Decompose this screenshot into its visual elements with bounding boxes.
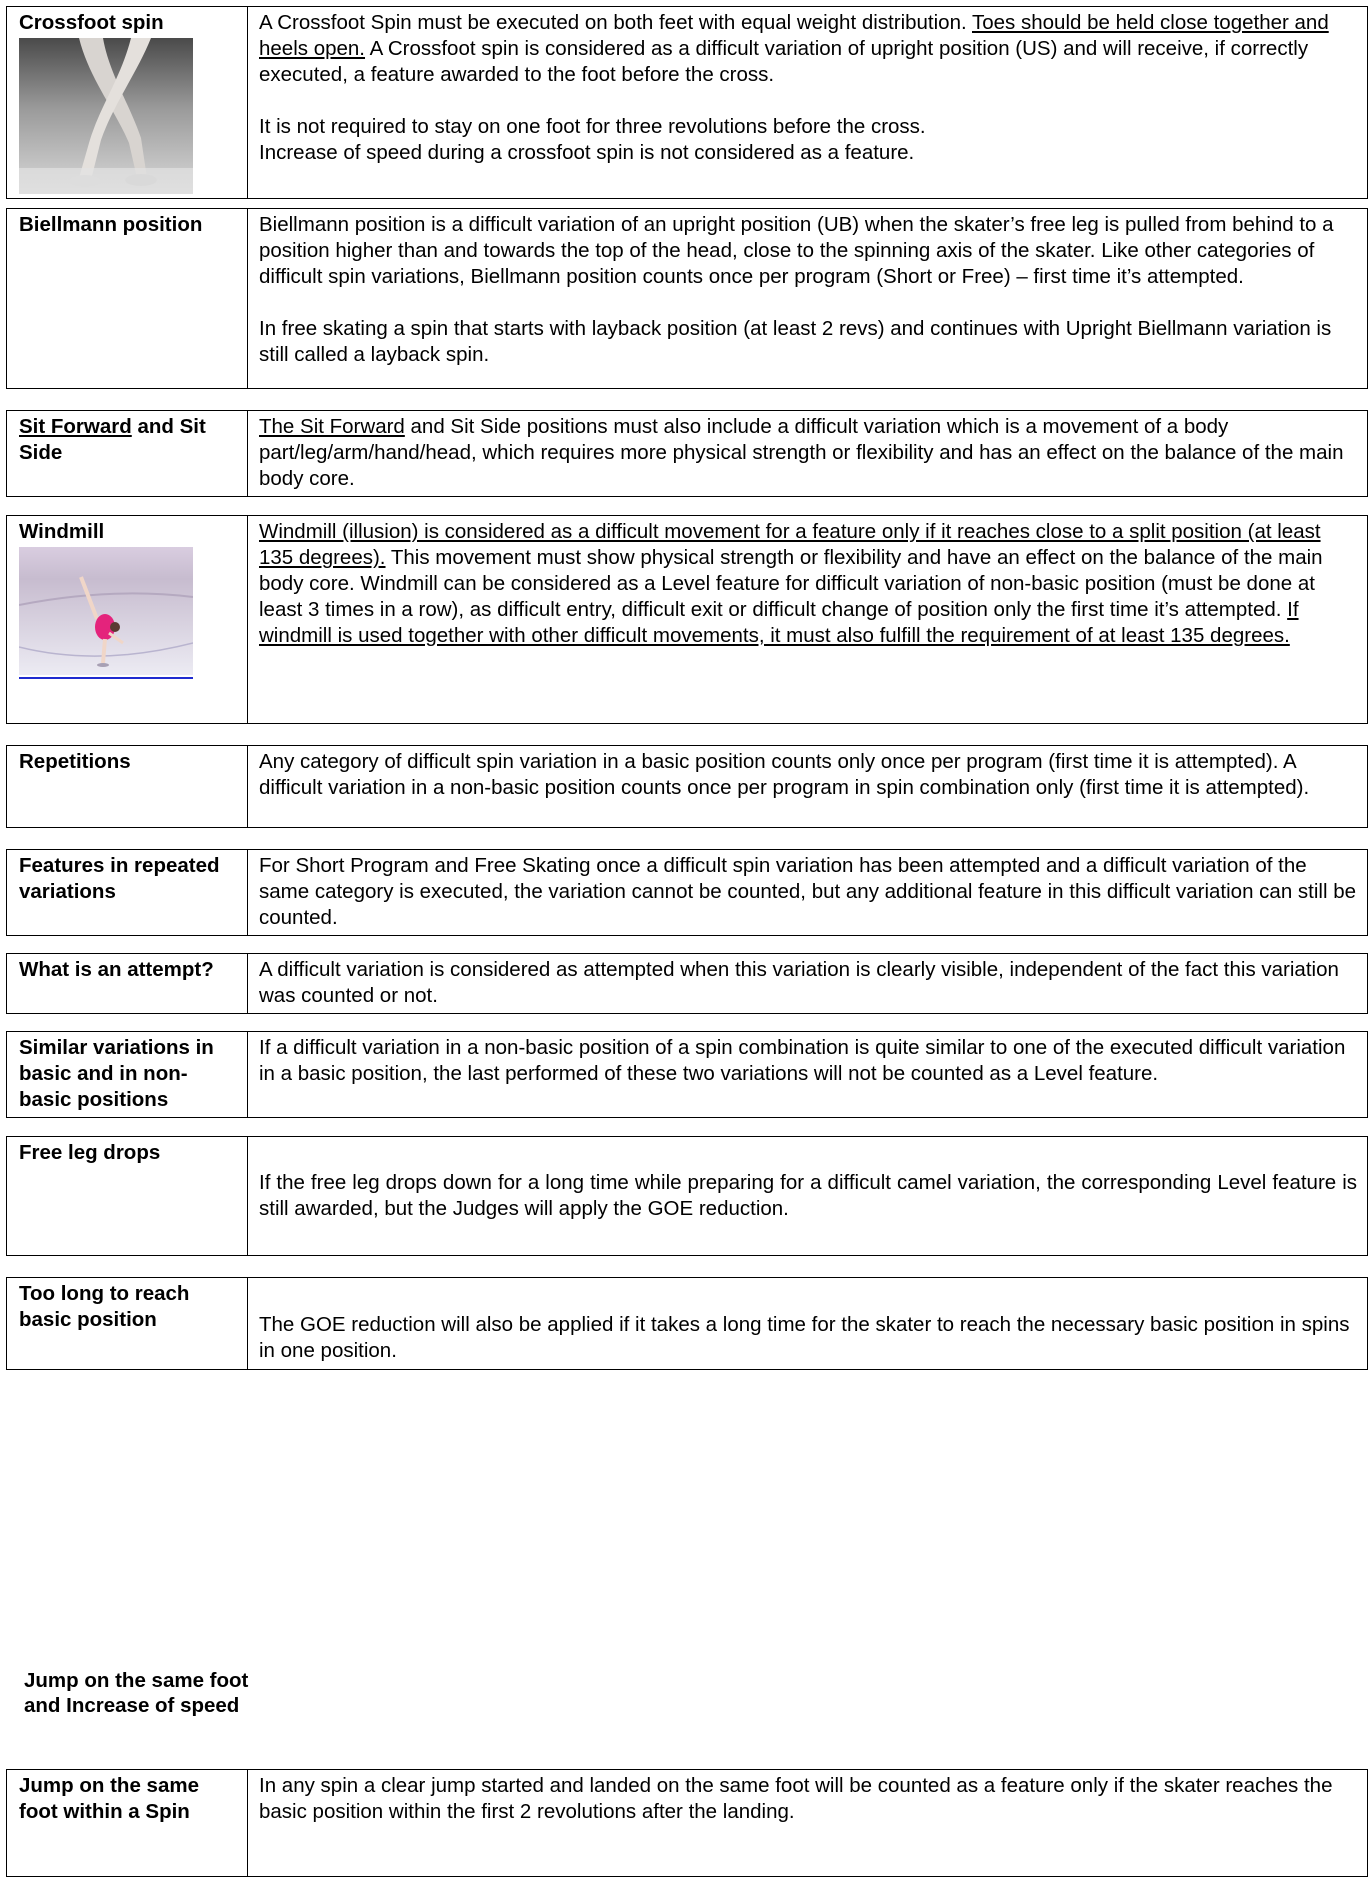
- rule-label-text: Windmill: [19, 520, 105, 543]
- rule-text-underlined: Toes should be held close together and heels open.: [259, 11, 1329, 60]
- rule-text-underlined: The Sit Forward: [259, 415, 405, 438]
- rule-text-paragraph: Biellmann position is a difficult variation of an upright position (UB) when the skater’s free leg is pulled from behind to a position higher than and towards the top of the head, close to the spinning axis of the skater. Like other categories of difficult spin variations, Biellmann position counts once per program (Short or Free) – first time it’s attempted.: [259, 213, 1334, 288]
- rule-label: Features in repeated variations: [7, 850, 248, 936]
- rule-text-part: This movement must show physical strength or flexibility and have an effect on the balance of the main body core. Windmill can be considered as a Level feature for difficult variation of non-basic position (must be done at least 3 times in a row), as difficult entry, difficult exit or difficult change of position only the first time it’s attempted.: [259, 546, 1323, 621]
- rule-what-is-attempt: [6, 953, 1368, 1014]
- rule-text: [248, 516, 1368, 724]
- rule-label: What is an attempt?: [7, 954, 248, 1014]
- rule-text: For Short Program and Free Skating once a difficult spin variation has been attempted and a difficult variation of the same category is executed, the variation cannot be counted, but any additional feature in this difficult variation can still be counted.: [248, 850, 1368, 936]
- rule-repetitions: [6, 745, 1368, 828]
- rule-label: Similar variations in basic and in non-basic positions: [7, 1032, 248, 1118]
- rule-label: [7, 516, 248, 724]
- rule-text: Any category of difficult spin variation in a basic position counts only once per program (first time it is attempted). A difficult variation in a non-basic position counts once per program in spin combination only (first time it is attempted).: [248, 746, 1368, 828]
- rule-label: [7, 411, 248, 497]
- rule-text-paragraph: If the free leg drops down for a long time while preparing for a difficult camel variation, the corresponding Level feature is still awarded, but the Judges will apply the GOE reduction.: [259, 1171, 1357, 1220]
- rule-similar-variations: [6, 1031, 1368, 1118]
- rule-text-paragraph: In free skating a spin that starts with layback position (at least 2 revs) and continues with Upright Biellmann variation is still called a layback spin.: [259, 317, 1332, 366]
- rule-text-paragraph: The GOE reduction will also be applied if it takes a long time for the skater to reach the necessary basic position in spins in one position.: [259, 1313, 1350, 1362]
- rule-crossfoot: [6, 6, 1368, 199]
- rule-text: In any spin a clear jump started and landed on the same foot will be counted as a feature only if the skater reaches the basic position within the first 2 revolutions after the landing.: [248, 1770, 1368, 1877]
- rule-label: Too long to reach basic position: [7, 1278, 248, 1370]
- rule-jump-same-foot: [6, 1769, 1368, 1877]
- rule-biellmann: [6, 208, 1368, 389]
- rule-text-part: and Sit Side positions must also include a difficult variation which is a movement of a body part/leg/arm/hand/head, which requires more physical strength or flexibility and has an effect on the balance of the main body core.: [259, 415, 1344, 490]
- rule-text: [248, 1137, 1368, 1256]
- rule-label: Biellmann position: [7, 209, 248, 389]
- rule-text: [248, 209, 1368, 389]
- rule-label-underlined: Sit Forward: [19, 415, 132, 438]
- rule-label: Free leg drops: [7, 1137, 248, 1256]
- rule-free-leg-drops: [6, 1136, 1368, 1256]
- crossfoot-spin-photo: [19, 38, 193, 194]
- rule-sit-forward-side: [6, 410, 1368, 497]
- rule-text-line: Increase of speed during a crossfoot spin is not considered as a feature.: [259, 141, 915, 164]
- rule-text: [248, 1278, 1368, 1370]
- rule-label: [7, 7, 248, 199]
- rule-too-long: [6, 1277, 1368, 1370]
- rule-label-text: Crossfoot spin: [19, 11, 164, 34]
- rule-text-underlined: Windmill (illusion) is considered as a difficult movement for a feature only if it reaches close to a split position (at least 135 degrees).: [259, 520, 1321, 569]
- rule-text-part: A Crossfoot Spin must be executed on both feet with equal weight distribution.: [259, 11, 972, 34]
- windmill-skater-photo[interactable]: [19, 547, 193, 681]
- rule-text: [248, 411, 1368, 497]
- rule-text: If a difficult variation in a non-basic position of a spin combination is quite similar to one of the executed difficult variation in a basic position, the last performed of these two variations will not be counted as a Level feature.: [248, 1032, 1368, 1118]
- rule-text: [248, 7, 1368, 199]
- rule-label-part: and Sit Side: [19, 415, 206, 464]
- rule-features-repeated: [6, 849, 1368, 936]
- rule-label: Jump on the same foot within a Spin: [7, 1770, 248, 1877]
- rule-text-underlined: If windmill is used together with other difficult movements, it must also fulfill the requirement of at least 135 degrees.: [259, 598, 1299, 647]
- rule-text-line: It is not required to stay on one foot for three revolutions before the cross.: [259, 115, 926, 138]
- rule-text-part: A Crossfoot spin is considered as a difficult variation of upright position (US) and will receive, if correctly executed, a feature awarded to the foot before the cross.: [259, 37, 1309, 86]
- rule-label: Repetitions: [7, 746, 248, 828]
- section-heading: Jump on the same foot and Increase of speed: [24, 1669, 249, 1717]
- rule-text: A difficult variation is considered as attempted when this variation is clearly visible, independent of the fact this variation was counted or not.: [248, 954, 1368, 1014]
- rule-windmill: [6, 515, 1368, 724]
